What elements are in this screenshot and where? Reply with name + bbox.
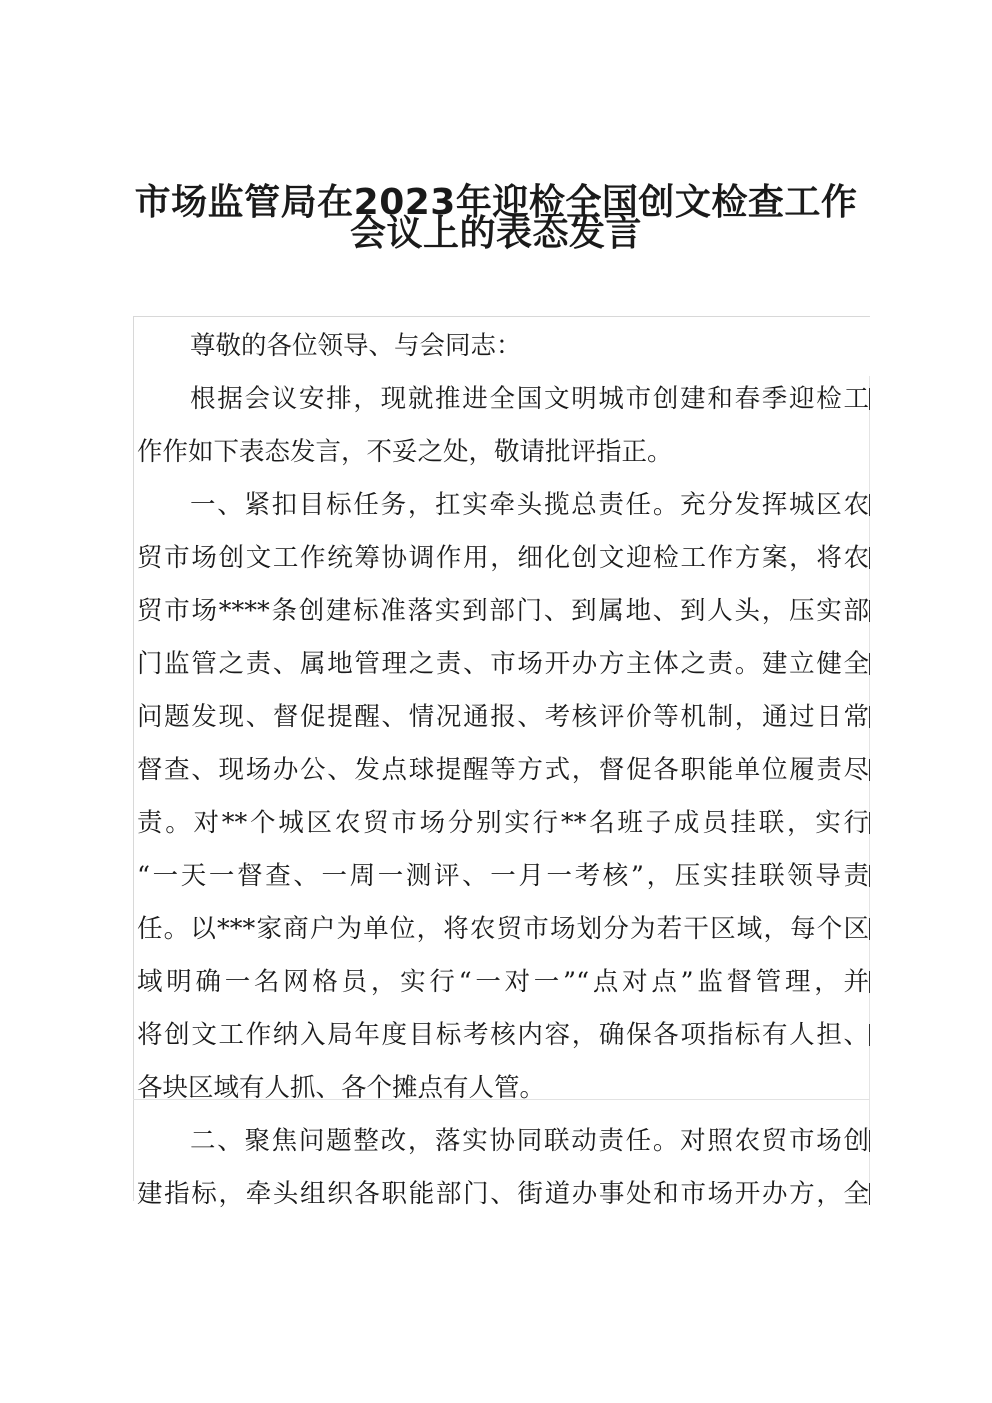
- section-one-line-5: 问题发现、督促提醒、情况通报、考核评价等机制，通过日常: [137, 702, 869, 732]
- line-end-mark: [869, 653, 870, 675]
- line-end-mark: [869, 1130, 870, 1152]
- greeting-line: 尊敬的各位领导、与会同志：: [190, 331, 522, 361]
- section-two-line-1: 二、聚焦问题整改，落实协同联动责任。对照农贸市场创: [190, 1126, 869, 1156]
- section-one-line-9: 任。以***家商户为单位，将农贸市场划分为若干区域，每个区: [137, 914, 869, 944]
- line-end-mark: [869, 388, 870, 410]
- document-title-line-1: 市场监管局在2023年迎检全国创文检查工作: [134, 182, 858, 223]
- section-one-line-2: 贸市场创文工作统筹协调作用，细化创文迎检工作方案，将农: [137, 543, 869, 573]
- intro-line-1: 根据会议安排，现就推进全国文明城市创建和春季迎检工: [190, 384, 869, 414]
- section-two-line-2: 建指标，牵头组织各职能部门、街道办事处和市场开办方，全: [137, 1179, 869, 1209]
- section-one-line-3: 贸市场****条创建标准落实到部门、到属地、到人头，压实部: [137, 596, 869, 626]
- line-end-mark: [869, 865, 870, 887]
- section-one-line-10: 域明确一名网格员，实行“一对一”“点对点”监督管理，并: [137, 967, 869, 997]
- frame-left-border: [133, 316, 134, 1201]
- line-end-mark: [869, 547, 870, 569]
- section-one-line-6: 督查、现场办公、发点球提醒等方式，督促各职能单位履责尽: [137, 755, 869, 785]
- section-one-line-7: 责。对**个城区农贸市场分别实行**名班子成员挂联，实行: [137, 808, 869, 838]
- section-one-line-4: 门监管之责、属地管理之责、市场开办方主体之责。建立健全: [137, 649, 869, 679]
- section-one-line-1: 一、紧扣目标任务，扛实牵头揽总责任。充分发挥城区农: [190, 490, 869, 520]
- document-title-line-2: 会议上的表态发言: [349, 213, 642, 254]
- intro-line-2: 作作如下表态发言，不妥之处，敬请批评指正。: [137, 437, 673, 467]
- line-end-mark: [869, 971, 870, 993]
- line-end-mark: [869, 1183, 870, 1205]
- line-end-mark: [869, 706, 870, 728]
- frame-top-border: [133, 316, 870, 317]
- section-one-line-11: 将创文工作纳入局年度目标考核内容，确保各项指标有人担、: [137, 1020, 869, 1050]
- line-end-mark: [869, 812, 870, 834]
- section-one-line-8: “一天一督查、一周一测评、一月一考核”，压实挂联领导责: [137, 861, 869, 891]
- section-one-line-12: 各块区域有人抓、各个摊点有人管。: [137, 1073, 546, 1103]
- line-end-mark: [869, 759, 870, 781]
- line-end-mark: [869, 918, 870, 940]
- line-end-mark: [869, 600, 870, 622]
- line-end-mark: [869, 1024, 870, 1046]
- line-end-mark: [869, 494, 870, 516]
